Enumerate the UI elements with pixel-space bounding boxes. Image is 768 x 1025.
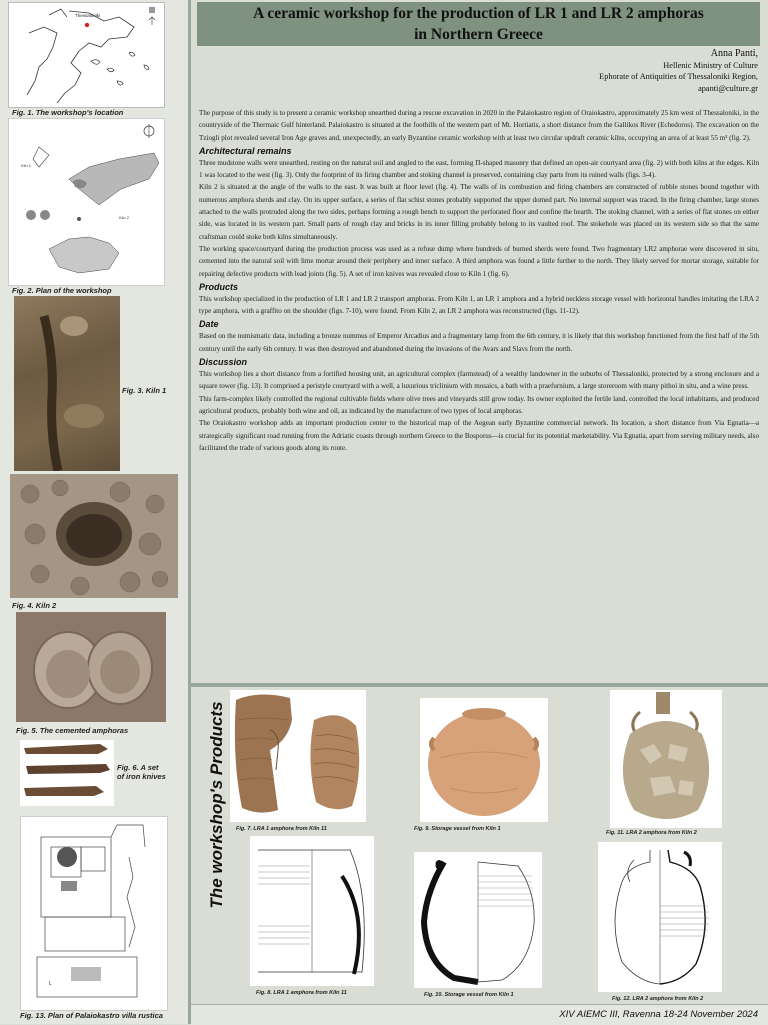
fig1-caption: Fig. 1. The workshop's location [12,108,124,117]
products-section-title [192,700,226,920]
fig4-caption: Fig. 4. Kiln 2 [12,601,57,610]
intro-paragraph: The purpose of this study is to present a ceramic workshop unearthed during a rescue excavation in 2020 in the Palaiokastro region of Oraiokastro, approximately 25 km west of Thessaloniki, in the countryside of the Thermaic Gulf hinterland. Palaiokastro is situated at the foothills of the western part of Mt. Hortiatis, a short distance from the Gallikos River (Echedoros). The excavation on the Tziogli plot revealed several Iron Age graves and, unexpectedly, an early Byzantine ceramic workshop with at least two circular updraft ceramic kilns, occupying an area of at least 55 m² (fig. 2). [199,109,759,142]
discussion-paragraph-2: This farm-complex likely controlled the regional cultivable fields where olive trees and vineyards still grow today. Its owner exploited the fertile land, controlled the local inhabitants, and produced agricultural products, probably both wine and oil, as indicated by the manufacture of two types of local amphoras. [199,394,759,415]
title-line2: in Northern Greece [414,26,543,43]
date-paragraph: Based on the numismatic data, including a bronze nummus of Emperor Arcadius and a fragmentary lamp from the 6th century, it is likely that this workshop functioned from the first half of the 5th century until the early 6th century. It was then destroyed and abandoned during the invasions of the Avars and Slavs from the north. [199,332,759,353]
column-divider [188,0,191,1024]
workshop-location-marker [85,23,89,27]
fig13-caption: Fig. 13. Plan of Palaiokastro villa rustica [20,1011,163,1020]
fig8-caption: Fig. 8. LRA 1 amphora from Kiln 11 [256,990,347,996]
fig5-caption: Fig. 5. The cemented amphoras [16,726,129,735]
author-name: Anna Panti, [710,48,758,59]
architectural-paragraph-2: Kiln 2 is situated at the angle of the walls to the east. It was built at floor level (fig. 4). The walls of its combustion and firing chambers are constructed of rubble stones bound together with numerous amphora sherds and clay. On its upper surface, a series of flat schist stones probably supported the upper domed part. No internal support was traced. In the firing chamber, large stones attached to the walls protruded along the two sides, perhaps forming a rough bench to support the perforated floor and confine the hearth. The stoking channel, with a series of flat stones on either side, was located in its western part. Small parts of rough clay and bricks in its inner filling probably belong to its vaulted roof. The stokehole was placed on its western side so that the same craftsman could stoke both kilns simultaneously. [199,183,759,241]
discussion-paragraph-3: The Oraiokastro workshop adds an important production center to the historical map of the Aegean early Byzantine commercial network. Its location, a short distance from Via Egnatia—a strategically significant road running from the Adriatic coasts through northern Greece to the Bosporus—is crucial for its potential marketability. Via Egnatia, apart from serving military needs, also facilitated the trade of various goods along its route. [199,419,759,452]
products-title-text: The workshop's Products [207,701,226,909]
author-affiliation-1: Hellenic Ministry of Culture [663,60,758,70]
fig6-caption-line2: of iron knives [117,772,166,781]
workshop-plan [8,118,165,286]
fig3-caption: Fig. 3. Kiln 1 [122,386,167,395]
discussion-paragraph-1: This workshop lies a short distance from a fortified housing unit, an agricultural complex (farmstead) of a wealthy landowner in the suburbs of Thessaloniki, protected by a strong enclosure and a square tower (fig. 13). It comprised a peristyle courtyard with a well, a luxurious triclinium with mosaics, a bath with a praefurnium, a large storeroom with many pithoi in situ, and a wine press. [199,370,759,391]
architectural-heading: Architectural remains [199,145,292,156]
well-mark [57,847,77,867]
wall-remains [69,153,159,205]
lra1-amphora-drawing [250,836,374,986]
svg-text:Kiln 1: Kiln 1 [21,163,32,168]
kiln-1-photo [14,296,120,471]
fig10-caption: Fig. 10. Storage vessel from Kiln 1 [424,992,514,998]
north-arrow-icon [149,17,155,25]
section-divider [191,683,768,687]
villa-plan [20,816,168,1011]
author-email: apanti@culture.gr [698,83,758,93]
location-map [8,2,165,108]
fig7-caption: Fig. 7. LRA 1 amphora from Kiln 11 [236,826,327,832]
footer-bar [191,1004,768,1025]
plan-drawing [9,119,164,285]
svg-text:L: L [49,981,52,987]
lra2-amphora-drawing [598,842,722,992]
map-inset-icon [149,7,155,13]
poster-title [197,2,760,45]
lra2-amphora-photo [610,690,722,828]
fig6-caption-line1: Fig. 6. A set [117,763,159,772]
svg-text:Kiln 2: Kiln 2 [119,215,130,220]
products-paragraph: This workshop specialized in the production of LR 1 and LR 2 transport amphoras. From Kiln 1, an LR 1 amphora and a hybrid neckless storage vessel with horizontal handles imitating the LRA 2 type amphora, with a graffito on the shoulder (figs. 7-10), were found. From Kiln 2, an LR 2 amphora was reconstructed (figs. 11-12). [199,294,759,316]
iron-knives-photo [20,740,114,806]
discussion-heading: Discussion [199,357,248,368]
map-drawing [9,3,164,107]
title-banner [197,2,760,46]
products-heading: Products [199,281,239,292]
lra1-amphora-photo [230,690,366,822]
villa-plan-drawing [21,817,167,1010]
kiln-2-plan [49,237,119,273]
cemented-amphoras-photo [16,612,166,722]
kiln-2-photo [10,474,178,598]
fig12-caption: Fig. 12. LRA 2 amphora from Kiln 2 [612,996,704,1002]
storage-vessel-drawing [414,852,542,988]
author-block [599,48,758,94]
storage-vessel-photo [420,698,548,822]
date-heading: Date [199,319,219,330]
author-affiliation-2: Ephorate of Antiquities of Thessaloniki Region, [599,72,758,81]
architectural-paragraph-3: The working space/courtyard during the production process was used as a refuse dump where hundreds of burned sherds were found. Two fragmentary LR2 amphorae were discovered in situ, cemented into the natural soil with lime mortar around their periphery and inner surface. A third amphora was found a little further to the north. They likely served for mortar storage, suitable for repairing defective products with lead joints (fig. 5). A set of iron knives was revealed close to Kiln 1 (fig. 6). [199,244,759,278]
title-line1: A ceramic workshop for the production of LR 1 and LR 2 amphoras [253,5,704,22]
fig2-caption: Fig. 2. Plan of the workshop [12,286,112,295]
kiln-1-plan [26,210,36,220]
fig9-caption: Fig. 9. Storage vessel from Kiln 1 [414,826,501,832]
fig11-caption: Fig. 11. LRA 2 amphora from Kiln 2 [606,830,697,836]
architectural-paragraph-1: Three mudstone walls were unearthed, resting on the natural soil and angled to the east, forming Π-shaped masonry that defined an open-air courtyard area (fig. 2) with both kilns at the edges. Kiln 1 was located to the west (fig. 3). Only the footprint of its firing chamber and stoking channel is preserved, containing clay parts from its ruined walls (figs. 3-4). [199,158,759,180]
conference-footer: XIV AIEMC III, Ravenna 18-24 November 2024 [559,1009,758,1020]
map-label: Thessaloniki [75,13,101,18]
poster-body [199,107,759,454]
